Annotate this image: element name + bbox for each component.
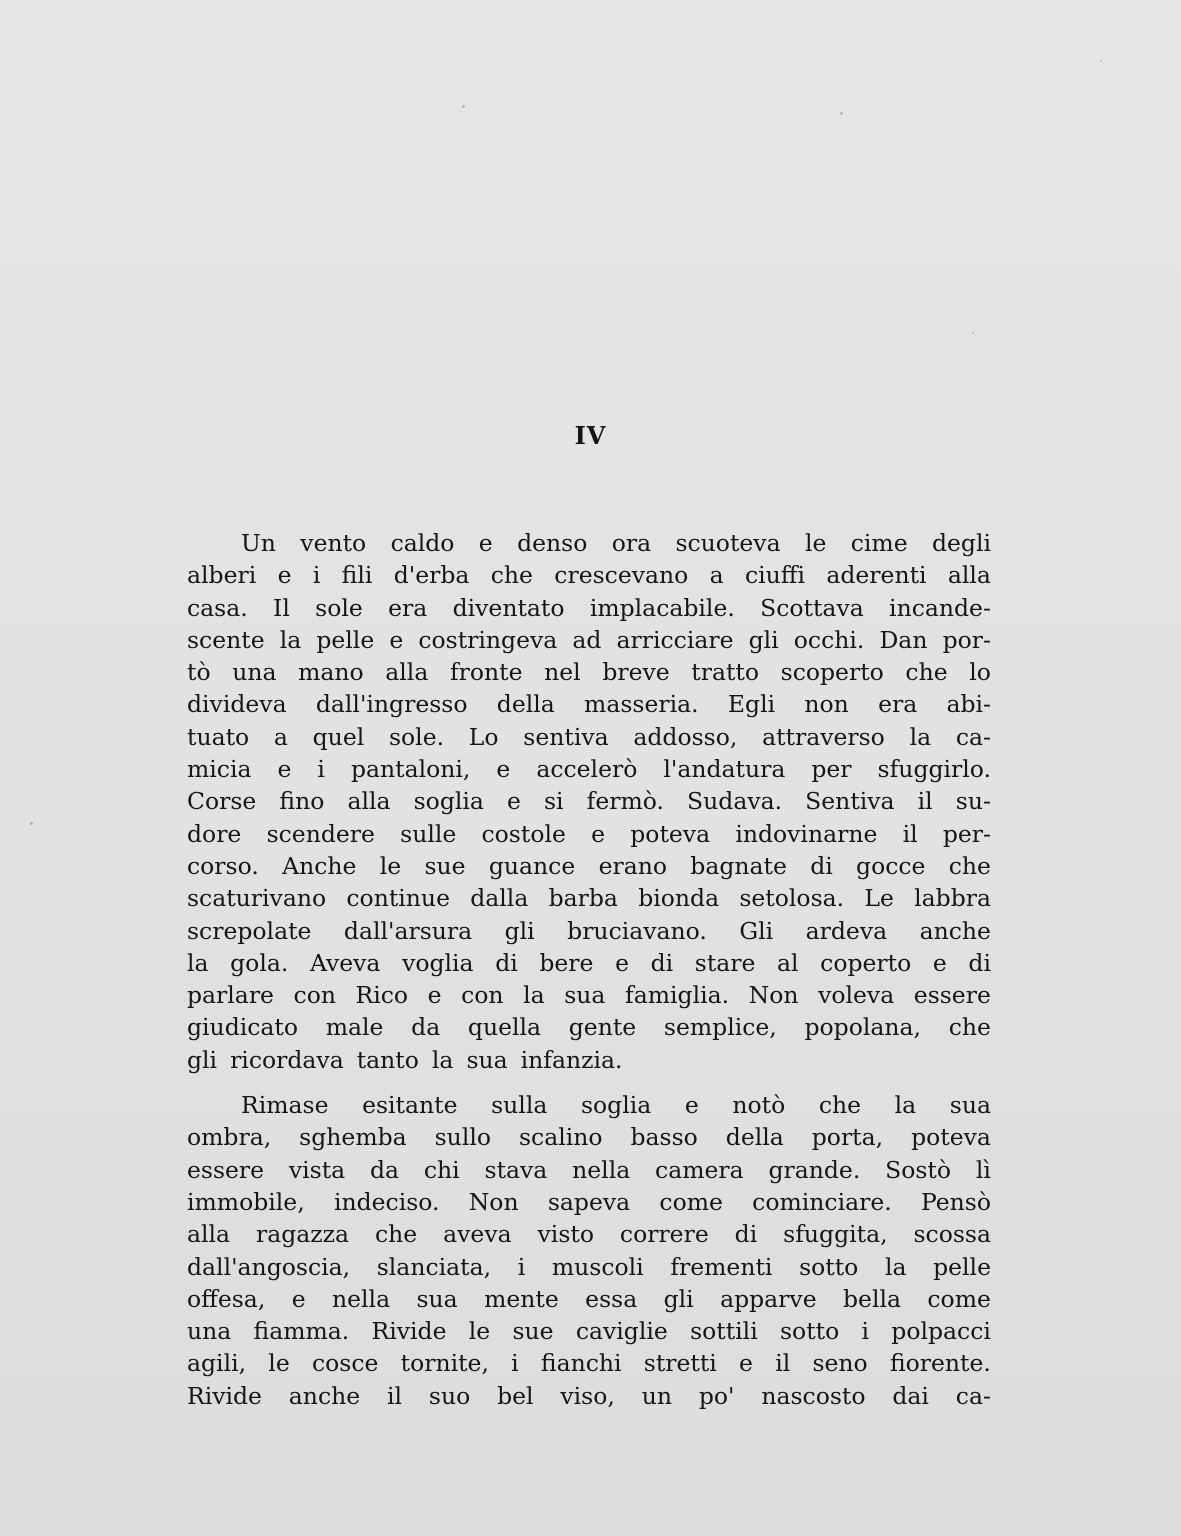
word: masseria.	[584, 690, 699, 719]
word: e	[615, 948, 629, 977]
word: i	[517, 1252, 526, 1281]
word: indeciso.	[333, 1187, 440, 1216]
chapter-heading: IV	[574, 421, 607, 450]
word: attraverso	[762, 722, 885, 751]
text-line	[187, 1011, 991, 1043]
word: ombra,	[187, 1123, 272, 1152]
word: sua	[564, 981, 606, 1010]
word: e	[427, 981, 442, 1010]
text-line	[187, 1089, 991, 1121]
word: sua	[416, 1284, 458, 1313]
word: della	[496, 690, 555, 719]
word: ora	[611, 529, 652, 557]
word: Rivide	[371, 1317, 447, 1346]
text-line	[187, 1283, 991, 1315]
text-line	[187, 1044, 991, 1076]
word: che	[374, 1220, 418, 1249]
word: bere	[539, 948, 594, 977]
word: costole	[481, 819, 566, 848]
word: nascosto	[761, 1381, 866, 1410]
paragraph-gap	[187, 1076, 991, 1089]
word: costringeva	[418, 625, 558, 654]
word: casa.	[187, 593, 248, 622]
word: la	[431, 1045, 454, 1074]
word: a	[709, 561, 724, 590]
text-line	[187, 753, 991, 785]
word: sotto	[799, 1252, 859, 1281]
word: fianchi	[540, 1349, 622, 1378]
word: esitante	[362, 1091, 458, 1120]
word: bel	[497, 1381, 534, 1410]
word: caldo	[390, 529, 455, 557]
word: sghemba	[299, 1123, 407, 1152]
text-line	[187, 1218, 991, 1250]
paper-speck	[972, 332, 974, 334]
word: Non	[468, 1187, 519, 1216]
word: che	[948, 1013, 991, 1042]
word: ricordava	[230, 1045, 344, 1074]
word: gli	[748, 625, 779, 654]
word: gola.	[230, 948, 289, 977]
text-line	[187, 1347, 991, 1379]
word: Non	[748, 981, 799, 1010]
word: sotto	[779, 1317, 840, 1346]
word: ca-	[955, 1381, 991, 1410]
word: bagnate	[690, 851, 787, 880]
word: e	[591, 819, 606, 848]
word: stretti	[643, 1349, 717, 1378]
word: alla	[385, 658, 429, 687]
word: gli	[187, 1045, 218, 1074]
word: Un	[241, 529, 276, 557]
word: nella	[332, 1284, 391, 1313]
word: chi	[423, 1155, 460, 1184]
word: sfuggita,	[783, 1220, 888, 1249]
word: e	[684, 1091, 699, 1120]
word: e	[478, 529, 493, 557]
word: mente	[484, 1284, 559, 1313]
word: cominciare.	[752, 1187, 892, 1216]
word: Rimase	[241, 1091, 329, 1120]
word: gli	[663, 1284, 694, 1313]
word: della	[725, 1123, 784, 1152]
text-line	[187, 1154, 991, 1186]
word: e	[389, 625, 404, 654]
word: immobile,	[187, 1187, 305, 1216]
word: pelle	[933, 1252, 991, 1281]
word: Gli	[739, 916, 774, 945]
word: Rivide	[187, 1381, 262, 1410]
word: ragazza	[255, 1220, 350, 1249]
text-line	[187, 721, 991, 753]
word: stava	[484, 1155, 548, 1184]
word: poteva	[911, 1123, 991, 1152]
word: nella	[572, 1155, 631, 1184]
word: agili,	[187, 1349, 247, 1378]
word: alberi	[187, 561, 257, 590]
word: quel	[312, 722, 365, 751]
word: sentiva	[523, 722, 609, 751]
word: semplice,	[663, 1013, 777, 1042]
word: tornite,	[400, 1349, 489, 1378]
text-line	[187, 818, 991, 850]
word: po'	[698, 1381, 735, 1410]
word: per-	[942, 819, 991, 848]
word: voglia	[402, 948, 474, 977]
word: essere	[913, 981, 991, 1010]
word: e	[277, 755, 292, 784]
word: diventato	[452, 593, 565, 622]
text-line	[187, 1121, 991, 1153]
word: a	[273, 722, 288, 751]
word: Rico	[355, 981, 409, 1010]
word: polpacci	[891, 1317, 991, 1346]
word: Pensò	[920, 1187, 991, 1216]
word: e	[496, 755, 511, 784]
word: aderenti	[826, 561, 927, 590]
word: ca-	[955, 722, 991, 751]
word: gli	[504, 916, 535, 945]
word: gente	[568, 1013, 637, 1042]
word: infanzia.	[520, 1045, 623, 1074]
word: che	[948, 851, 991, 880]
paper-speck	[30, 822, 33, 825]
word: implacabile.	[589, 593, 735, 622]
word: frementi	[670, 1252, 773, 1281]
text-line	[187, 1380, 991, 1412]
word: da	[370, 1155, 400, 1184]
word: sole	[315, 593, 363, 622]
word: sulle	[400, 819, 457, 848]
word: al	[777, 948, 799, 977]
text-line	[187, 688, 991, 720]
word: basso	[630, 1123, 698, 1152]
word: il	[902, 819, 918, 848]
word: pelle	[316, 625, 375, 654]
word: tratto	[691, 658, 760, 687]
word: essere	[187, 1155, 265, 1184]
word: la	[187, 948, 209, 977]
text-line	[187, 559, 991, 591]
word: indovinarne	[735, 819, 878, 848]
word: fiorente.	[889, 1349, 991, 1378]
text-line	[187, 850, 991, 882]
text-line	[187, 592, 991, 624]
word: visto	[537, 1220, 594, 1249]
word: vento	[300, 529, 367, 557]
word: i	[511, 1349, 519, 1378]
word: offesa,	[187, 1284, 266, 1313]
word: di	[495, 948, 518, 977]
word: scoperto	[780, 658, 884, 687]
word: di	[810, 851, 833, 880]
word: le	[804, 529, 827, 557]
word: i	[317, 755, 325, 784]
word: apparve	[720, 1284, 817, 1313]
word: aveva	[443, 1220, 512, 1249]
word: dore	[187, 819, 242, 848]
word: labbra	[914, 884, 991, 913]
word: dai	[892, 1381, 929, 1410]
word: pantaloni,	[350, 755, 471, 784]
word: caviglie	[575, 1317, 668, 1346]
text-line	[187, 882, 991, 914]
word: notò	[732, 1091, 786, 1120]
word: screpolate	[187, 916, 312, 945]
word: dall'ingresso	[315, 690, 468, 719]
word: e	[739, 1349, 753, 1378]
word: poteva	[630, 819, 711, 848]
word: bionda	[638, 884, 720, 913]
word: fino	[279, 787, 325, 816]
word: dall'arsura	[343, 916, 473, 945]
text-line	[187, 947, 991, 979]
word: gocce	[856, 851, 926, 880]
text-line	[187, 656, 991, 688]
word: barba	[548, 884, 618, 913]
word: arricciare	[616, 625, 734, 654]
word: Il	[273, 593, 290, 622]
word: Sentiva	[805, 787, 895, 816]
word: incande-	[889, 593, 991, 622]
word: fronte	[449, 658, 523, 687]
word: le	[379, 851, 402, 880]
word: tuato	[187, 722, 250, 751]
word: cosce	[311, 1349, 379, 1378]
word: porta,	[811, 1123, 884, 1152]
word: giudicato	[187, 1013, 299, 1042]
word: quella	[467, 1013, 542, 1042]
word: era	[878, 690, 918, 719]
word: la	[279, 625, 302, 654]
word: una	[187, 1317, 232, 1346]
word: crescevano	[554, 561, 689, 590]
word: correre	[619, 1220, 709, 1249]
word: sulla	[491, 1091, 548, 1120]
word: da	[411, 1013, 441, 1042]
word: il	[387, 1381, 403, 1410]
word: Sostò	[885, 1155, 952, 1184]
word: por-	[942, 625, 991, 654]
text-line	[187, 527, 991, 559]
word: male	[325, 1013, 384, 1042]
word: dalla	[470, 884, 529, 913]
word: guance	[488, 851, 576, 880]
word: sua	[466, 1045, 508, 1074]
word: corso.	[187, 851, 259, 880]
word: Scottava	[760, 593, 864, 622]
paper-speck	[462, 105, 465, 108]
word: anche	[919, 916, 991, 945]
paragraph-1	[187, 527, 991, 1076]
word: Egli	[727, 690, 776, 719]
word: abi-	[946, 690, 991, 719]
word: con	[293, 981, 336, 1010]
word: sfuggirlo.	[877, 755, 991, 784]
word: i	[861, 1317, 870, 1346]
word: con	[461, 981, 504, 1010]
text-line	[187, 1186, 991, 1218]
word: fiamma.	[253, 1317, 350, 1346]
word: scente	[187, 625, 265, 654]
word: Anche	[282, 851, 357, 880]
word: fili	[341, 561, 373, 590]
word: la	[909, 722, 932, 751]
word: che	[490, 561, 533, 590]
word: divideva	[187, 690, 287, 719]
word: che	[905, 658, 948, 687]
word: micia	[187, 755, 252, 784]
word: alla	[947, 561, 991, 590]
word: il	[775, 1349, 791, 1378]
word: grande.	[768, 1155, 861, 1184]
word: sullo	[434, 1123, 491, 1152]
word: la	[884, 1252, 907, 1281]
word: cime	[850, 529, 908, 557]
word: i	[312, 561, 321, 590]
word: era	[388, 593, 428, 622]
word: vista	[288, 1155, 346, 1184]
word: parlare	[187, 981, 274, 1010]
text-line	[187, 979, 991, 1011]
word: stare	[694, 948, 756, 977]
word: essa	[585, 1284, 638, 1313]
word: sua	[949, 1091, 991, 1120]
word: denso	[517, 529, 588, 557]
word: le	[468, 1317, 491, 1346]
word: viso,	[560, 1381, 615, 1410]
word: famiglia.	[625, 981, 730, 1010]
word: tò	[187, 658, 211, 687]
word: degli	[931, 529, 991, 557]
word: le	[268, 1349, 290, 1378]
word: ad	[572, 625, 602, 654]
text-line	[187, 915, 991, 947]
word: scossa	[913, 1220, 991, 1249]
word: erano	[598, 851, 667, 880]
word: coperto	[820, 948, 912, 977]
body-text	[187, 527, 991, 1412]
word: e	[277, 561, 292, 590]
word: ardeva	[805, 916, 888, 945]
word: sole.	[388, 722, 445, 751]
word: ciuffi	[744, 561, 806, 590]
word: di	[734, 1220, 758, 1249]
word: la	[894, 1091, 917, 1120]
word: alla	[187, 1220, 231, 1249]
paragraph-2	[187, 1089, 991, 1412]
word: accelerò	[536, 755, 638, 784]
word: sapeva	[547, 1187, 631, 1216]
word: camera	[655, 1155, 744, 1184]
word: seno	[812, 1349, 868, 1378]
word: che	[818, 1091, 862, 1120]
word: tanto	[356, 1045, 419, 1074]
word: setolosa.	[739, 884, 845, 913]
word: soglia	[413, 787, 484, 816]
word: come	[927, 1284, 991, 1313]
paper-speck	[840, 112, 843, 115]
word: lì	[975, 1155, 991, 1184]
word: un	[641, 1381, 672, 1410]
word: suo	[428, 1381, 471, 1410]
word: scendere	[266, 819, 375, 848]
word: bella	[843, 1284, 901, 1313]
word: Le	[864, 884, 894, 913]
word: la	[523, 981, 545, 1010]
word: fermò.	[586, 787, 664, 816]
word: breve	[602, 658, 670, 687]
text-line	[187, 624, 991, 656]
word: come	[659, 1187, 723, 1216]
word: d'erba	[393, 561, 470, 590]
word: anche	[288, 1381, 361, 1410]
word: soglia	[580, 1091, 652, 1120]
text-line	[187, 1315, 991, 1347]
word: dall'angoscia,	[187, 1252, 351, 1281]
word: scaturivano	[187, 884, 327, 913]
text-line	[187, 785, 991, 817]
paper-speck	[1100, 60, 1102, 62]
word: Lo	[468, 722, 499, 751]
word: popolana,	[804, 1013, 922, 1042]
word: su-	[955, 787, 991, 816]
word: e	[932, 948, 947, 977]
word: nel	[544, 658, 581, 687]
text-line	[187, 1251, 991, 1283]
word: scuoteva	[675, 529, 781, 557]
word: non	[804, 690, 849, 719]
word: scalino	[518, 1123, 603, 1152]
word: si	[543, 787, 564, 816]
word: continue	[346, 884, 450, 913]
word: addosso,	[633, 722, 738, 751]
word: lo	[969, 658, 991, 687]
word: di	[968, 948, 991, 977]
word: alla	[347, 787, 391, 816]
word: Corse	[187, 787, 257, 816]
word: di	[650, 948, 674, 977]
word: Aveva	[309, 948, 381, 977]
word: Sudava.	[687, 787, 783, 816]
word: una	[232, 658, 277, 687]
word: bruciavano.	[567, 916, 707, 945]
word: sottili	[690, 1317, 758, 1346]
word: muscoli	[551, 1252, 644, 1281]
word: e	[506, 787, 521, 816]
word: mano	[298, 658, 364, 687]
word: l'andatura	[663, 755, 786, 784]
word: sue	[512, 1317, 554, 1346]
word: sue	[424, 851, 466, 880]
word: Dan	[879, 625, 928, 654]
word: per	[811, 755, 852, 784]
word: e	[291, 1284, 306, 1313]
word: il	[917, 787, 933, 816]
word: slanciata,	[376, 1252, 492, 1281]
word: voleva	[818, 981, 895, 1010]
word: occhi.	[793, 625, 865, 654]
